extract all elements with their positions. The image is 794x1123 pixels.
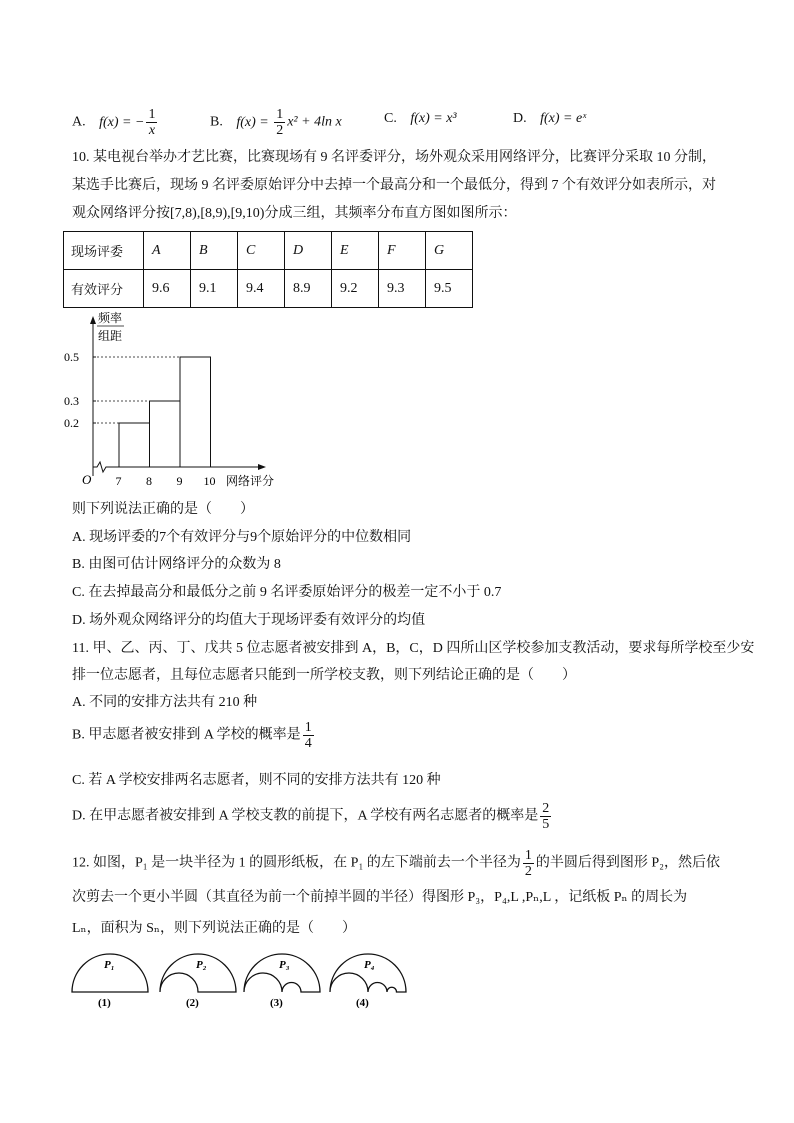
x-tick-label: 8: [146, 474, 152, 488]
figure-p2-label: P₂: [196, 959, 207, 971]
q9-option-b-label: B.: [210, 114, 223, 130]
figure-p3-label: P₃: [279, 959, 290, 971]
q10-stem-line3: 观众网络评分按[7,8),[8,9),[9,10)分成三组，其频率分布直方图如图所示：: [72, 206, 517, 221]
y-label-top: 频率: [98, 311, 123, 325]
figure-caption-3: (3): [270, 997, 283, 1009]
axis-break: [93, 462, 108, 472]
figure-caption-1: (1): [98, 997, 111, 1009]
q10-option-b: B. 由图可估计网络评分的众数为 8: [72, 557, 281, 572]
y-tick-label: 0.2: [64, 416, 79, 430]
q12-stem-line3: Lₙ，面积为 Sₙ，则下列说法正确的是（ ）: [72, 921, 356, 936]
q12-stem-line1-a: 12. 如图，P₁ 是一块半径为 1 的圆形纸板，在 P₁ 的左下端前去一个半径为: [72, 855, 521, 871]
q12-stem-line1: [72, 848, 720, 879]
q9-option-c-expr: f(x) = x³: [410, 111, 457, 126]
figure-p4-label: P₄: [364, 959, 375, 971]
table-cell-score: 9.4: [238, 270, 285, 308]
table-row-judges: [64, 232, 473, 270]
q11-option-d-fraction: $\frac{2}{5}$: [542, 801, 550, 832]
table-header-scores: 有效评分: [64, 270, 144, 308]
table-cell-judge: F: [379, 232, 426, 270]
q11-option-b-text: B. 甲志愿者被安排到 A 学校的概率是: [72, 727, 301, 743]
q10-question: 则下列说法正确的是（ ）: [72, 502, 254, 517]
q11-option-b: [72, 720, 316, 751]
q10-option-c: C. 在去掉最高分和最低分之前 9 名评委原始评分的极差一定不小于 0.7: [72, 585, 502, 600]
y-tick-label: 0.5: [64, 350, 79, 364]
q9-option-a-expr: f(x) = −: [99, 114, 145, 130]
table-cell-judge: G: [426, 232, 473, 270]
frequency-histogram: [60, 310, 300, 495]
table-cell-score: 9.3: [379, 270, 426, 308]
q11-option-b-fraction: $\frac{1}{4}$: [304, 720, 312, 751]
q9-option-b: [210, 107, 342, 138]
figure-p1-label: P₁: [104, 959, 115, 971]
q9-option-a-fraction: $\frac{1}{x}$: [148, 107, 156, 138]
table-cell-judge: B: [191, 232, 238, 270]
y-tick-label: 0.3: [64, 394, 79, 408]
table-cell-score: 9.6: [144, 270, 191, 308]
table-cell-score: 9.5: [426, 270, 473, 308]
table-cell-score: 9.1: [191, 270, 238, 308]
origin-label: O: [82, 472, 92, 487]
q10-stem-line2: 某选手比赛后，现场 9 名评委原始评分中去掉一个最高分和一个最低分，得到 7 个有效评分如表所示，对: [72, 178, 716, 193]
x-axis-label: 网络评分: [226, 474, 275, 488]
histogram-bar: [180, 357, 211, 467]
q11-option-d-text: D. 在甲志愿者被安排到 A 学校支教的前提下，A 学校有两名志愿者的概率是: [72, 808, 539, 824]
table-cell-score: 9.2: [332, 270, 379, 308]
q11-option-d: [72, 801, 553, 832]
x-tick-label: 9: [176, 474, 183, 488]
x-axis-arrow: [258, 464, 266, 470]
q9-option-d-label: D.: [513, 111, 527, 126]
y-axis-arrow: [90, 316, 96, 324]
q9-option-d-expr: f(x) = eˣ: [540, 111, 587, 126]
q9-option-a-label: A.: [72, 114, 86, 130]
q11-stem-line2: 排一位志愿者，且每位志愿者只能到一所学校支教，则下列结论正确的是（ ）: [72, 668, 576, 683]
q9-option-b-expr: f(x) =: [236, 114, 273, 130]
table-cell-judge: A: [144, 232, 191, 270]
figure-caption-4: (4): [356, 997, 369, 1009]
table-header-judges: 现场评委: [64, 232, 144, 270]
q11-option-c: C. 若 A 学校安排两名志愿者，则不同的安排方法共有 120 种: [72, 773, 441, 788]
table-cell-score: 8.9: [285, 270, 332, 308]
table-cell-judge: E: [332, 232, 379, 270]
histogram-bar: [150, 401, 181, 467]
q9-option-c-label: C.: [384, 111, 397, 126]
q10-option-d: D. 场外观众网络评分的均值大于现场评委有效评分的均值: [72, 613, 426, 628]
q12-stem-line1-b: 的半圆后得到图形 P₂，然后依: [535, 855, 721, 871]
q10-score-table: [63, 231, 473, 308]
q12-stem-line2: 次剪去一个更小半圆（其直径为前一个前掉半圆的半径）得图形 P₃，P₄,L ,Pₙ,L ，记纸板 Pₙ 的周长为: [72, 890, 688, 905]
q9-option-b-fraction: $\frac{1}{2}$: [276, 107, 284, 138]
q9-option-b-expr-suffix: x² + 4ln x: [287, 114, 342, 130]
histogram-bar: [119, 423, 150, 467]
q9-option-d: [513, 110, 586, 128]
y-label-bottom: 组距: [98, 329, 123, 343]
table-row-scores: [64, 270, 473, 308]
q10-option-a: A. 现场评委的7个有效评分与9个原始评分的中位数相同: [72, 530, 412, 545]
q11-option-a: A. 不同的安排方法共有 210 种: [72, 695, 258, 710]
figure-caption-2: (2): [186, 997, 199, 1009]
x-tick-label: 7: [115, 474, 122, 488]
q9-option-c: [384, 110, 457, 128]
q12-stem-fraction: $\frac{1}{2}$: [524, 848, 532, 879]
q9-option-a: [72, 107, 159, 138]
q12-figures: [68, 948, 418, 1010]
table-cell-judge: D: [285, 232, 332, 270]
q11-stem-line1: 11. 甲、乙、丙、丁、戊共 5 位志愿者被安排到 A，B，C，D 四所山区学校参加支教活动，要求每所学校至少安: [72, 641, 755, 656]
q10-stem-line1: 10. 某电视台举办才艺比赛，比赛现场有 9 名评委评分，场外观众采用网络评分，比赛评分采取 10 分制，: [72, 150, 716, 165]
x-tick-label: 10: [203, 474, 216, 488]
table-cell-judge: C: [238, 232, 285, 270]
